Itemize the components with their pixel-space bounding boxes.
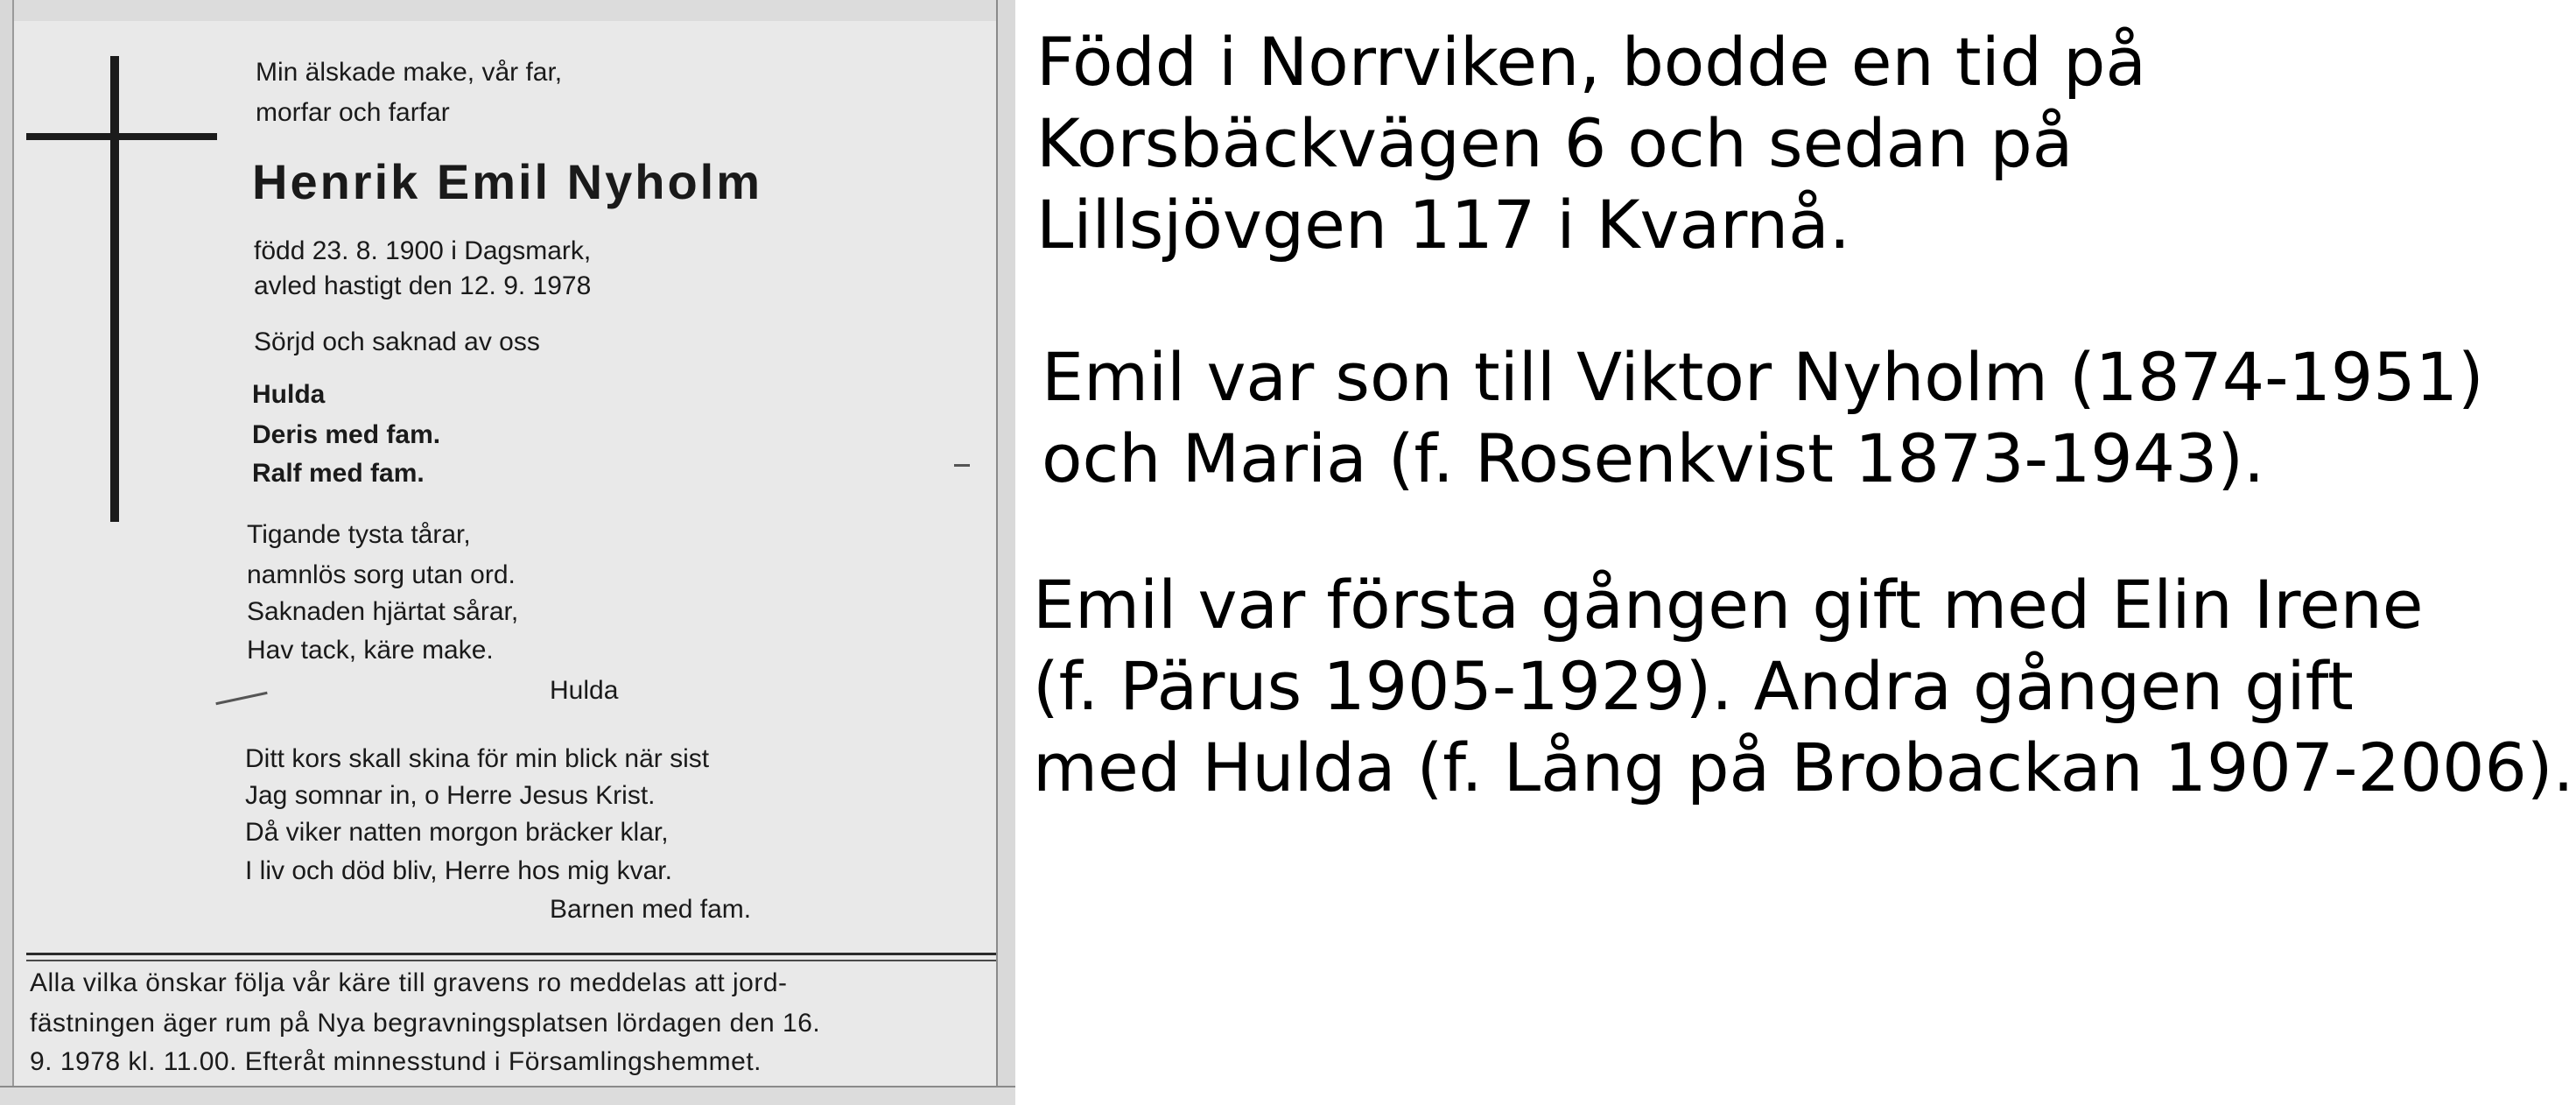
obituary-clipping <box>0 0 1015 1105</box>
verse-line: Då viker natten morgon bräcker klar, <box>245 818 669 847</box>
mourner: Deris med fam. <box>252 420 441 449</box>
verse-line: Tigande tysta tårar, <box>247 520 471 549</box>
header-line: morfar och farfar <box>256 98 450 127</box>
verse-line: Hav tack, käre make. <box>247 636 494 665</box>
verse-line: I liv och död bliv, Herre hos mig kvar. <box>245 856 672 885</box>
note-line: med Hulda (f. Lång på Brobackan 1907-2006). <box>1033 728 2574 806</box>
birth-line: född 23. 8. 1900 i Dagsmark, <box>254 236 592 265</box>
clipping-edge-left <box>0 0 14 1105</box>
mourner: Ralf med fam. <box>252 459 425 488</box>
parents-note <box>1042 336 2484 499</box>
marriages-note <box>1033 564 2574 808</box>
residence-note <box>1036 21 2146 265</box>
verse-line: Ditt kors skall skina för min blick när sist <box>245 744 710 773</box>
notice-divider <box>26 960 996 961</box>
deceased-name: Henrik Emil Nyholm <box>252 154 763 209</box>
funeral-notice-line: fästningen äger rum på Nya begravningsplatsen lördagen den 16. <box>30 1009 821 1038</box>
note-line: Lillsjövgen 117 i Kvarnå. <box>1036 186 1850 264</box>
verse-line: Jag somnar in, o Herre Jesus Krist. <box>245 781 656 810</box>
mourn-intro: Sörjd och saknad av oss <box>254 327 540 356</box>
verse-signature: Barnen med fam. <box>550 895 752 924</box>
verse-line: Saknaden hjärtat sårar, <box>247 597 519 626</box>
note-line: (f. Pärus 1905-1929). Andra gången gift <box>1033 647 2354 725</box>
funeral-notice-line: 9. 1978 kl. 11.00. Efteråt minnesstund i Församlingshemmet. <box>30 1047 762 1076</box>
notice-divider <box>26 953 996 955</box>
cross-icon-vertical <box>110 56 119 522</box>
note-line: och Maria (f. Rosenkvist 1873-1943). <box>1042 419 2265 497</box>
death-line: avled hastigt den 12. 9. 1978 <box>254 271 592 300</box>
note-line: Emil var son till Viktor Nyholm (1874-1951) <box>1042 338 2484 416</box>
verse-line: namnlös sorg utan ord. <box>247 560 516 589</box>
clipping-edge-bottom <box>0 1086 1015 1105</box>
clipping-edge-right <box>996 0 1015 1105</box>
header-line: Min älskade make, vår far, <box>256 58 563 87</box>
note-line: Född i Norrviken, bodde en tid på <box>1036 23 2146 101</box>
clipping-edge-top <box>0 0 1015 21</box>
verse-signature: Hulda <box>550 676 619 705</box>
mourner: Hulda <box>252 380 326 409</box>
cross-icon-horizontal <box>26 133 217 140</box>
note-line: Korsbäckvägen 6 och sedan på <box>1036 104 2074 182</box>
print-mark <box>215 692 267 705</box>
note-line: Emil var första gången gift med Elin Irene <box>1033 566 2424 644</box>
funeral-notice-line: Alla vilka önskar följa vår käre till gravens ro meddelas att jord- <box>30 968 788 997</box>
print-mark <box>954 464 970 467</box>
